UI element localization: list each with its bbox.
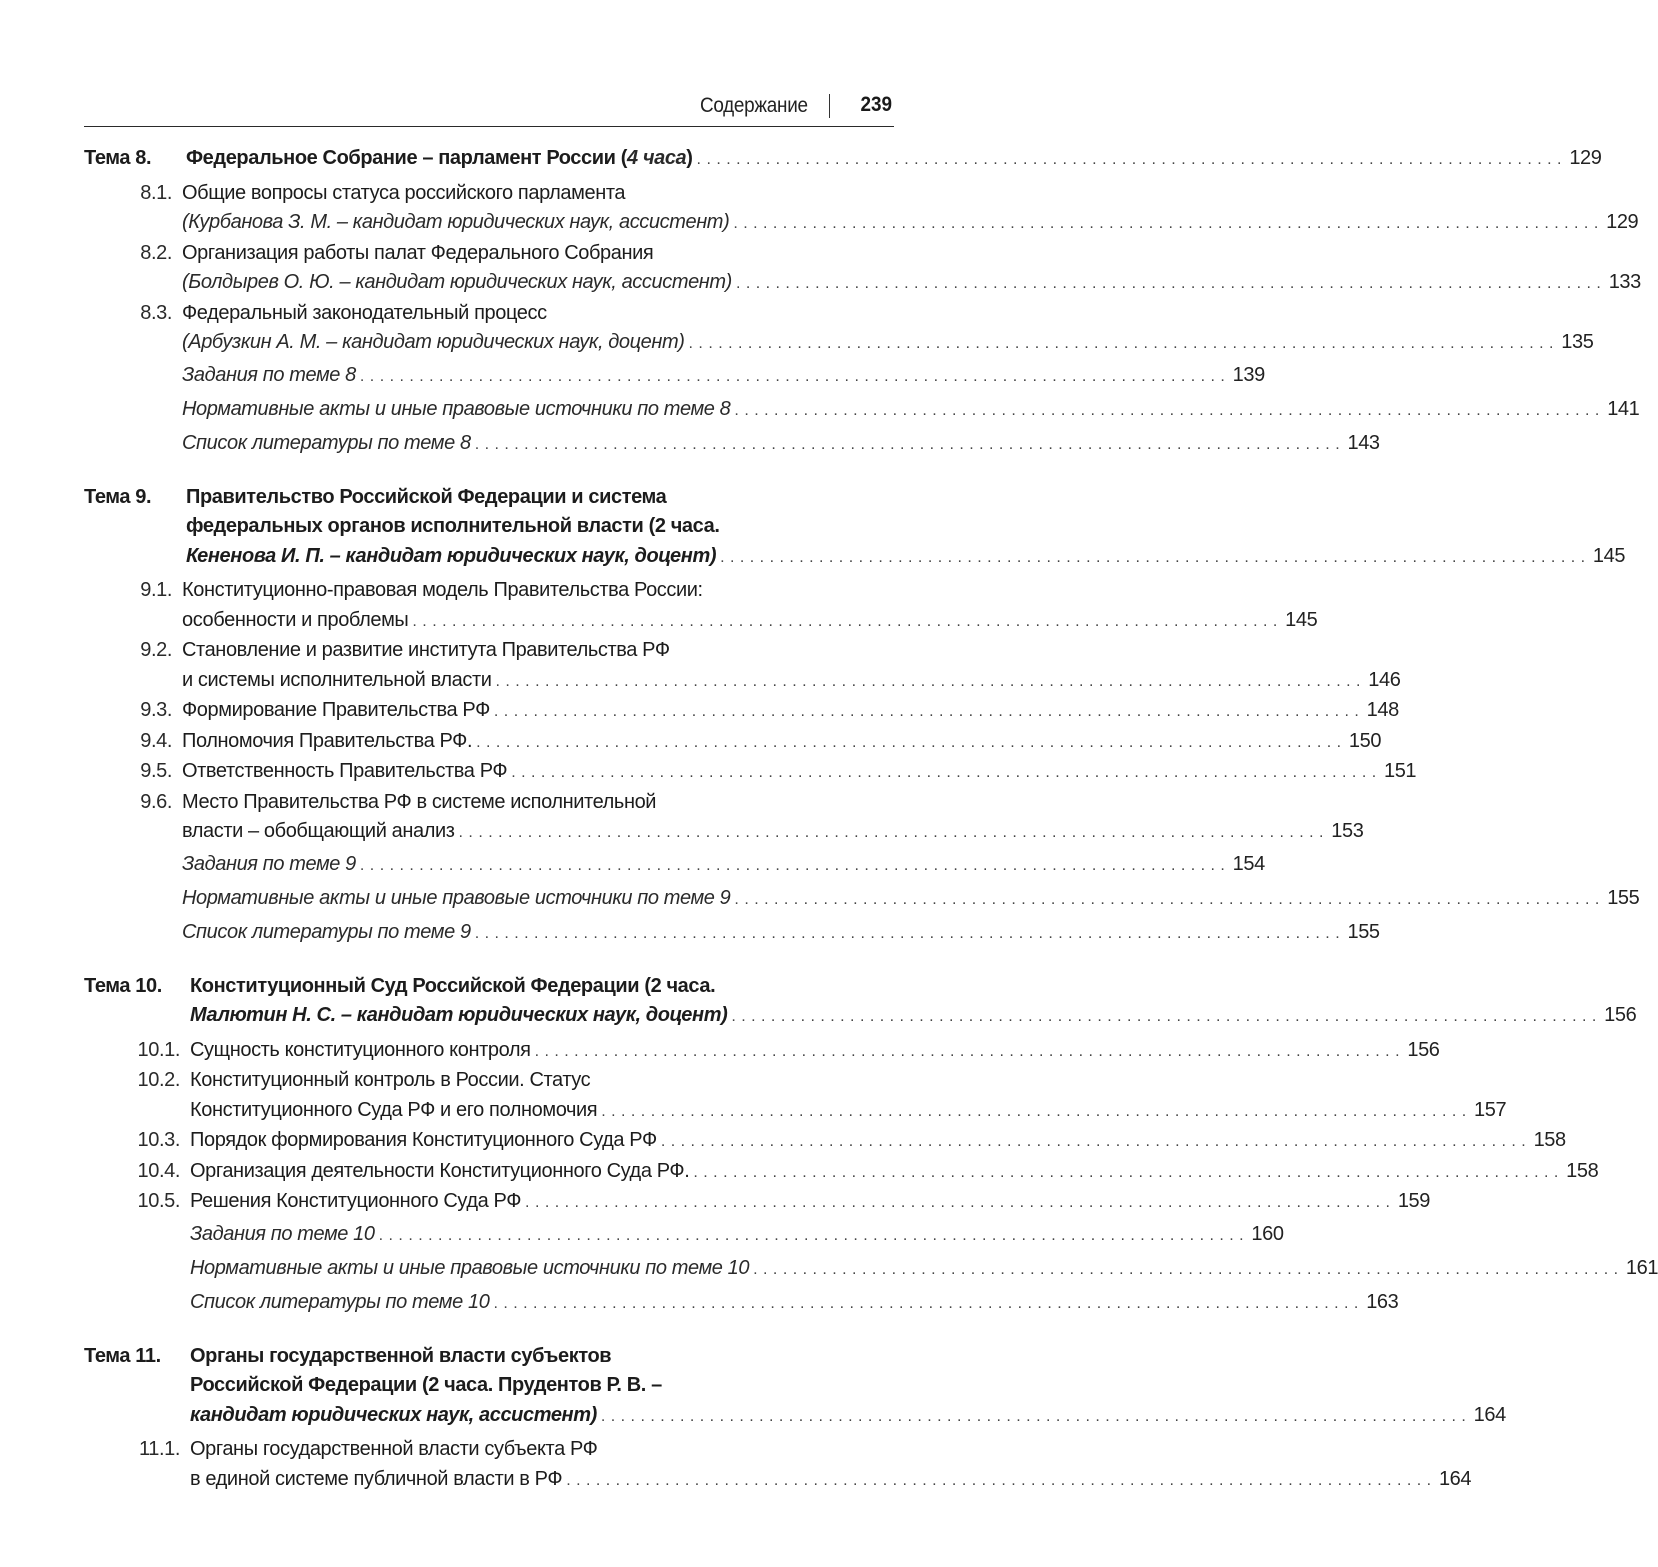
extra-title: Задания по теме 8 bbox=[182, 363, 356, 386]
topic-title: Федеральное Собрание – парламент России (4 часа) bbox=[186, 147, 693, 169]
toc-section-9-2-cont[interactable] bbox=[84, 666, 1401, 697]
page-ref: 164 bbox=[1473, 1403, 1506, 1426]
toc-topic-10 bbox=[84, 972, 1658, 1320]
page-ref: 156 bbox=[1407, 1038, 1440, 1061]
page-ref: 157 bbox=[1474, 1098, 1507, 1121]
section-number: 9.6. bbox=[140, 790, 172, 813]
section-title: Общие вопросы статуса российского парламента bbox=[182, 181, 626, 204]
toc-section-8-3-cont[interactable] bbox=[84, 328, 1594, 359]
toc-topic-9 bbox=[84, 483, 1640, 950]
section-number: 8.3. bbox=[140, 301, 172, 324]
section-title: в единой системе публичной власти в РФ bbox=[190, 1467, 563, 1490]
section-title: Полномочия Правительства РФ. bbox=[182, 729, 473, 752]
dot-leader bbox=[476, 728, 1341, 758]
extra-title: Нормативные акты и иные правовые источники по теме 9 bbox=[182, 886, 731, 909]
page-ref: 163 bbox=[1366, 1290, 1399, 1313]
section-number: 8.2. bbox=[140, 241, 172, 264]
toc-section-9-3[interactable] bbox=[84, 696, 1399, 727]
topic-title: Российской Федерации (2 часа. Прудентов Р. В. – bbox=[190, 1374, 662, 1396]
section-title: Организация деятельности Конституционного Суда РФ. bbox=[190, 1159, 690, 1182]
dot-leader bbox=[496, 667, 1361, 697]
page-ref: 139 bbox=[1232, 363, 1265, 386]
toc-section-10-2-cont[interactable] bbox=[84, 1096, 1507, 1127]
toc-topic-heading[interactable] bbox=[84, 1342, 894, 1372]
page-ref: 148 bbox=[1366, 699, 1399, 721]
toc-topic-heading-cont[interactable] bbox=[84, 1371, 894, 1401]
dot-leader bbox=[697, 145, 1562, 175]
toc-topic-heading[interactable] bbox=[84, 483, 894, 513]
page-ref: 129 bbox=[1606, 211, 1639, 233]
dot-leader bbox=[693, 1158, 1558, 1188]
page-ref: 156 bbox=[1604, 1004, 1637, 1026]
toc-section-10-4[interactable] bbox=[84, 1157, 1599, 1188]
dot-leader bbox=[733, 209, 1598, 239]
dot-leader bbox=[720, 543, 1585, 573]
page-ref: 164 bbox=[1438, 1467, 1472, 1490]
dot-leader bbox=[731, 1002, 1596, 1032]
section-title: и системы исполнительной власти bbox=[182, 668, 492, 691]
section-number: 10.2. bbox=[137, 1069, 180, 1091]
section-number: 9.1. bbox=[140, 579, 172, 601]
section-title: Место Правительства РФ в системе исполнительной bbox=[182, 790, 657, 813]
dot-leader bbox=[493, 1287, 1358, 1320]
dot-leader bbox=[734, 883, 1599, 916]
page-ref: 143 bbox=[1347, 431, 1380, 454]
section-title: Порядок формирования Конституционного Суда РФ bbox=[190, 1129, 657, 1151]
toc-extra-tasks[interactable] bbox=[84, 1218, 1284, 1252]
section-title: Становление и развитие института Правительства РФ bbox=[182, 639, 670, 661]
section-title: особенности и проблемы bbox=[182, 608, 409, 631]
section-number: 10.1. bbox=[137, 1038, 180, 1061]
section-author: (Арбузкин А. М. – кандидат юридических наук, доцент) bbox=[182, 331, 685, 353]
dot-leader bbox=[360, 849, 1225, 882]
dot-leader bbox=[661, 1127, 1526, 1157]
section-number: 9.4. bbox=[140, 729, 172, 752]
toc-section-10-3[interactable] bbox=[84, 1126, 1566, 1157]
dot-leader bbox=[475, 428, 1340, 461]
section-number: 10.5. bbox=[137, 1190, 180, 1212]
section-author: (Болдырев О. Ю. – кандидат юридических наук, ассистент) bbox=[182, 271, 732, 293]
extra-title: Нормативные акты и иные правовые источники по теме 10 bbox=[190, 1256, 750, 1279]
topic-title: федеральных органов исполнительной власти (2 часа. bbox=[186, 515, 720, 537]
toc-extra-tasks[interactable] bbox=[84, 848, 1265, 882]
page-ref: 154 bbox=[1232, 852, 1265, 875]
page-ref: 161 bbox=[1625, 1256, 1658, 1279]
section-title: Решения Конституционного Суда РФ bbox=[190, 1190, 522, 1212]
extra-title: Задания по теме 10 bbox=[190, 1222, 375, 1245]
toc-section-9-6[interactable] bbox=[84, 788, 894, 818]
dot-leader bbox=[511, 758, 1376, 788]
dot-leader bbox=[459, 818, 1324, 848]
dot-leader bbox=[601, 1402, 1466, 1432]
page-header bbox=[84, 88, 894, 127]
page-ref: 155 bbox=[1347, 920, 1380, 943]
toc-section-11-1[interactable] bbox=[84, 1435, 894, 1465]
topic-number: Тема 10. bbox=[84, 974, 162, 997]
dot-leader bbox=[475, 917, 1340, 950]
extra-title: Задания по теме 9 bbox=[182, 852, 356, 875]
toc-section-9-1[interactable] bbox=[84, 576, 894, 606]
page-ref: 145 bbox=[1592, 544, 1626, 567]
toc-topic-heading[interactable] bbox=[84, 144, 1602, 175]
header-divider bbox=[829, 94, 831, 118]
toc-section-11-1-cont[interactable] bbox=[84, 1465, 1472, 1496]
dot-leader bbox=[379, 1219, 1244, 1252]
page-ref: 146 bbox=[1368, 668, 1401, 691]
dot-leader bbox=[566, 1466, 1431, 1496]
running-head-title: Содержание bbox=[700, 94, 808, 117]
dot-leader bbox=[689, 329, 1554, 359]
section-number: 10.3. bbox=[137, 1129, 180, 1151]
toc-extra-normative-acts[interactable] bbox=[84, 1252, 1658, 1286]
section-title: Федеральный законодательный процесс bbox=[182, 301, 547, 324]
toc-section-8-2-cont[interactable] bbox=[84, 268, 1641, 299]
dot-leader bbox=[734, 394, 1599, 427]
page-ref: 158 bbox=[1566, 1159, 1599, 1182]
section-number: 9.3. bbox=[140, 699, 172, 721]
dot-leader bbox=[494, 697, 1359, 727]
section-number: 9.2. bbox=[140, 639, 172, 661]
section-title: власти – обобщающий анализ bbox=[182, 820, 455, 842]
toc-topic-8 bbox=[84, 144, 1641, 461]
dot-leader bbox=[753, 1253, 1618, 1286]
extra-title: Нормативные акты и иные правовые источники по теме 8 bbox=[182, 397, 731, 420]
toc-section-9-5[interactable] bbox=[84, 757, 1417, 788]
section-number: 8.1. bbox=[140, 181, 172, 204]
toc-topic-11 bbox=[84, 1342, 1506, 1496]
page-ref: 133 bbox=[1608, 271, 1641, 293]
section-title: Сущность конституционного контроля bbox=[190, 1038, 531, 1061]
table-of-contents bbox=[84, 144, 1658, 1517]
topic-number: Тема 8. bbox=[84, 147, 152, 169]
section-title: Органы государственной власти субъекта РФ bbox=[190, 1438, 598, 1460]
page-ref: 159 bbox=[1397, 1190, 1430, 1212]
page-ref: 150 bbox=[1348, 729, 1382, 752]
extra-title: Список литературы по теме 9 bbox=[182, 920, 471, 943]
toc-extra-bibliography[interactable] bbox=[84, 427, 1380, 461]
toc-section-10-1[interactable] bbox=[84, 1036, 1440, 1067]
page-ref: 145 bbox=[1285, 608, 1318, 631]
section-title: Конституционно-правовая модель Правительства России: bbox=[182, 579, 703, 601]
toc-section-9-1-cont[interactable] bbox=[84, 606, 1318, 637]
dot-leader bbox=[601, 1097, 1466, 1127]
page-ref: 135 bbox=[1561, 331, 1594, 353]
toc-topic-heading-cont[interactable] bbox=[84, 542, 1626, 573]
topic-author: Малютин Н. С. – кандидат юридических наук, доцент) bbox=[190, 1004, 728, 1026]
dot-leader bbox=[360, 360, 1225, 393]
toc-section-9-6-cont[interactable] bbox=[84, 817, 1364, 848]
toc-section-10-5[interactable] bbox=[84, 1187, 1430, 1218]
toc-section-9-2[interactable] bbox=[84, 636, 894, 666]
page-number: 239 bbox=[860, 93, 892, 116]
topic-author: Кененова И. П. – кандидат юридических наук, доцент) bbox=[186, 544, 717, 567]
toc-extra-normative-acts[interactable] bbox=[84, 882, 1640, 916]
toc-extra-tasks[interactable] bbox=[84, 359, 1265, 393]
section-title: Организация работы палат Федерального Собрания bbox=[182, 241, 654, 264]
toc-section-8-1[interactable] bbox=[84, 179, 894, 209]
toc-section-8-2[interactable] bbox=[84, 239, 894, 269]
toc-topic-heading[interactable] bbox=[84, 972, 894, 1002]
toc-section-8-3[interactable] bbox=[84, 299, 894, 329]
section-author: (Курбанова З. М. – кандидат юридических наук, ассистент) bbox=[182, 211, 730, 233]
page-ref: 141 bbox=[1607, 397, 1640, 420]
toc-section-10-2[interactable] bbox=[84, 1066, 894, 1096]
section-title: Ответственность Правительства РФ bbox=[182, 760, 508, 782]
toc-extra-bibliography[interactable] bbox=[84, 1286, 1399, 1320]
topic-title: Конституционный Суд Российской Федерации (2 часа. bbox=[190, 974, 716, 997]
topic-number: Тема 9. bbox=[84, 485, 152, 508]
toc-section-8-1-cont[interactable] bbox=[84, 208, 1639, 239]
section-number: 9.5. bbox=[140, 760, 172, 782]
toc-extra-normative-acts[interactable] bbox=[84, 393, 1640, 427]
section-title: Конституционного Суда РФ и его полномочия bbox=[190, 1098, 598, 1121]
toc-topic-heading-cont[interactable] bbox=[84, 512, 894, 542]
toc-topic-heading-cont[interactable] bbox=[84, 1401, 1506, 1432]
section-title: Формирование Правительства РФ bbox=[182, 699, 490, 721]
toc-topic-heading-cont[interactable] bbox=[84, 1001, 1637, 1032]
dot-leader bbox=[525, 1188, 1390, 1218]
page-ref: 158 bbox=[1533, 1129, 1566, 1151]
extra-title: Список литературы по теме 8 bbox=[182, 431, 471, 454]
topic-title: Правительство Российской Федерации и система bbox=[186, 485, 667, 508]
section-number: 10.4. bbox=[137, 1159, 180, 1182]
dot-leader bbox=[736, 269, 1601, 299]
page-ref: 129 bbox=[1569, 147, 1602, 169]
dot-leader bbox=[535, 1037, 1400, 1067]
dot-leader bbox=[412, 607, 1277, 637]
section-number: 11.1. bbox=[139, 1438, 180, 1460]
page-ref: 155 bbox=[1607, 886, 1640, 909]
section-title: Конституционный контроль в России. Статус bbox=[190, 1069, 591, 1091]
topic-author: кандидат юридических наук, ассистент) bbox=[190, 1403, 597, 1426]
topic-number: Тема 11. bbox=[84, 1344, 161, 1367]
extra-title: Список литературы по теме 10 bbox=[190, 1290, 490, 1313]
toc-extra-bibliography[interactable] bbox=[84, 916, 1380, 950]
page-ref: 151 bbox=[1383, 760, 1417, 782]
topic-title: Органы государственной власти субъектов bbox=[190, 1344, 612, 1367]
page-ref: 160 bbox=[1251, 1222, 1284, 1245]
toc-section-9-4[interactable] bbox=[84, 727, 1382, 758]
page-ref: 153 bbox=[1331, 820, 1364, 842]
